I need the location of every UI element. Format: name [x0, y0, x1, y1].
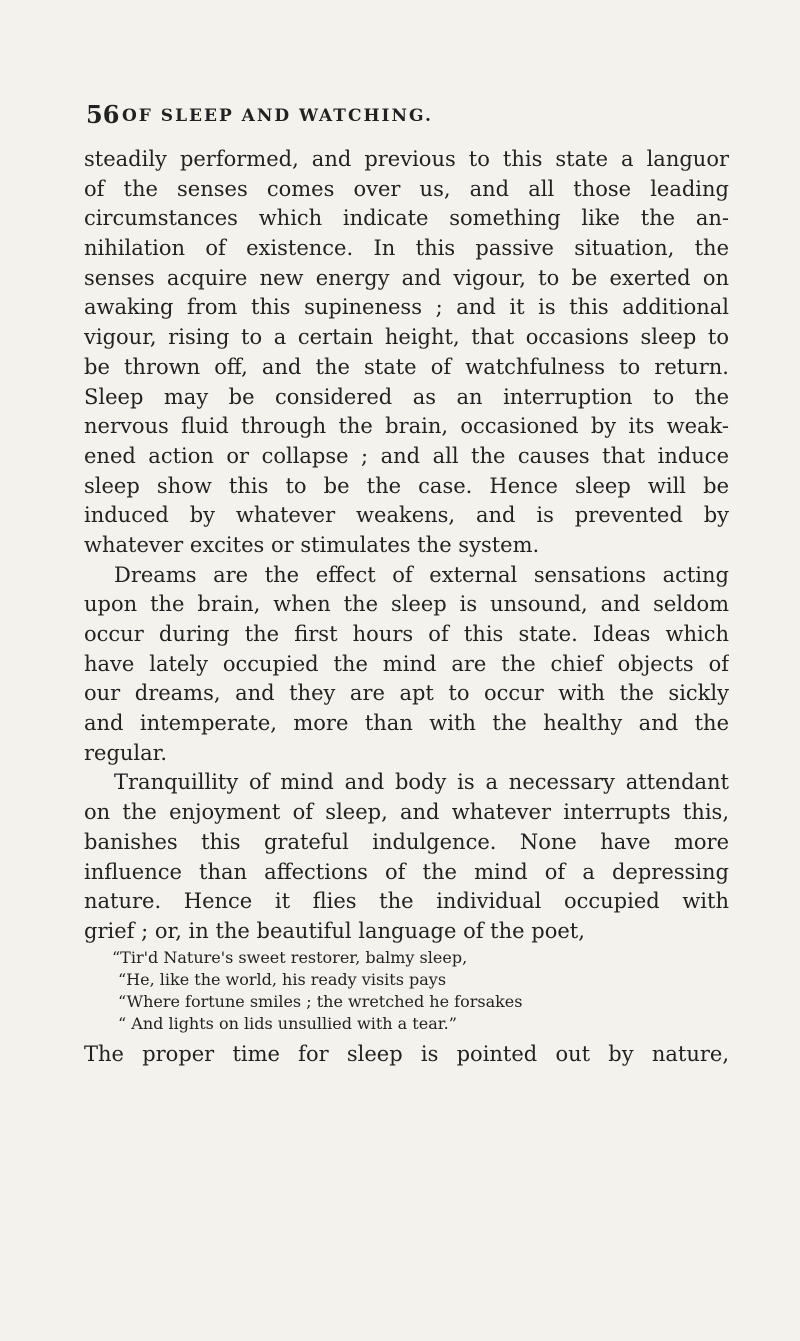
- text-line: The proper time for sleep is pointed out by nature,: [84, 1041, 729, 1066]
- text-line: and intemperate, more than with the healthy and the: [84, 711, 729, 736]
- text-line: Tranquillity of mind and body is a necessary attendant: [114, 770, 729, 795]
- text-line: Dreams are the effect of external sensations acting: [114, 562, 729, 587]
- text-line: steadily performed, and previous to this state a languor: [84, 147, 729, 171]
- text-line: nihilation of existence. In this passive situation, the: [84, 236, 729, 261]
- text-line: influence than affections of the mind of a depressing: [84, 859, 729, 884]
- text-line: be thrown off, and the state of watchfulness to return.: [84, 354, 729, 379]
- text-line: on the enjoyment of sleep, and whatever interrupts this,: [84, 800, 729, 825]
- quote-line: “Where fortune smiles ; the wretched he forsakes: [118, 991, 523, 1011]
- text-line: induced by whatever weakens, and is prevented by: [84, 503, 729, 528]
- text-line: circumstances which indicate something like the an-: [84, 206, 729, 231]
- text-line: have lately occupied the mind are the chief objects of: [84, 651, 729, 676]
- paragraph-3: [84, 768, 729, 946]
- text-line: nature. Hence it flies the individual occupied with: [84, 889, 729, 914]
- text-line: of the senses comes over us, and all those leading: [84, 176, 729, 201]
- chapter-title: OF SLEEP AND WATCHING.: [122, 106, 433, 126]
- text-line: our dreams, and they are apt to occur with the sickly: [84, 681, 729, 706]
- quote-line: “He, like the world, his ready visits pays: [118, 969, 447, 989]
- text-line: upon the brain, when the sleep is unsound, and seldom: [84, 592, 729, 617]
- page-number: 56: [86, 100, 120, 129]
- text-line: senses acquire new energy and vigour, to be exerted on: [84, 265, 729, 290]
- paragraph-2: [84, 561, 729, 769]
- poem-quotation: [84, 947, 729, 1035]
- body-text: [84, 145, 729, 1069]
- text-line: occur during the first hours of this state. Ideas which: [84, 622, 729, 646]
- text-line: whatever excites or stimulates the system.: [84, 532, 540, 557]
- paragraph-1: [84, 145, 729, 561]
- running-head: [86, 100, 726, 130]
- text-line: vigour, rising to a certain height, that occasions sleep to: [84, 325, 729, 350]
- text-line: Sleep may be considered as an interruption to the: [84, 384, 729, 409]
- text-line: banishes this grateful indulgence. None have more: [84, 829, 729, 854]
- text-line: sleep show this to be the case. Hence sleep will be: [84, 473, 729, 498]
- text-line: regular.: [84, 740, 168, 765]
- text-line: ened action or collapse ; and all the causes that induce: [84, 443, 729, 468]
- text-line: grief ; or, in the beautiful language of the poet,: [84, 918, 585, 943]
- text-line: nervous fluid through the brain, occasioned by its weak-: [84, 414, 729, 439]
- quote-line: “Tir'd Nature's sweet restorer, balmy sleep,: [112, 947, 468, 967]
- text-line: awaking from this supineness ; and it is this additional: [84, 295, 729, 320]
- quote-line: “ And lights on lids unsullied with a tear.”: [118, 1013, 457, 1033]
